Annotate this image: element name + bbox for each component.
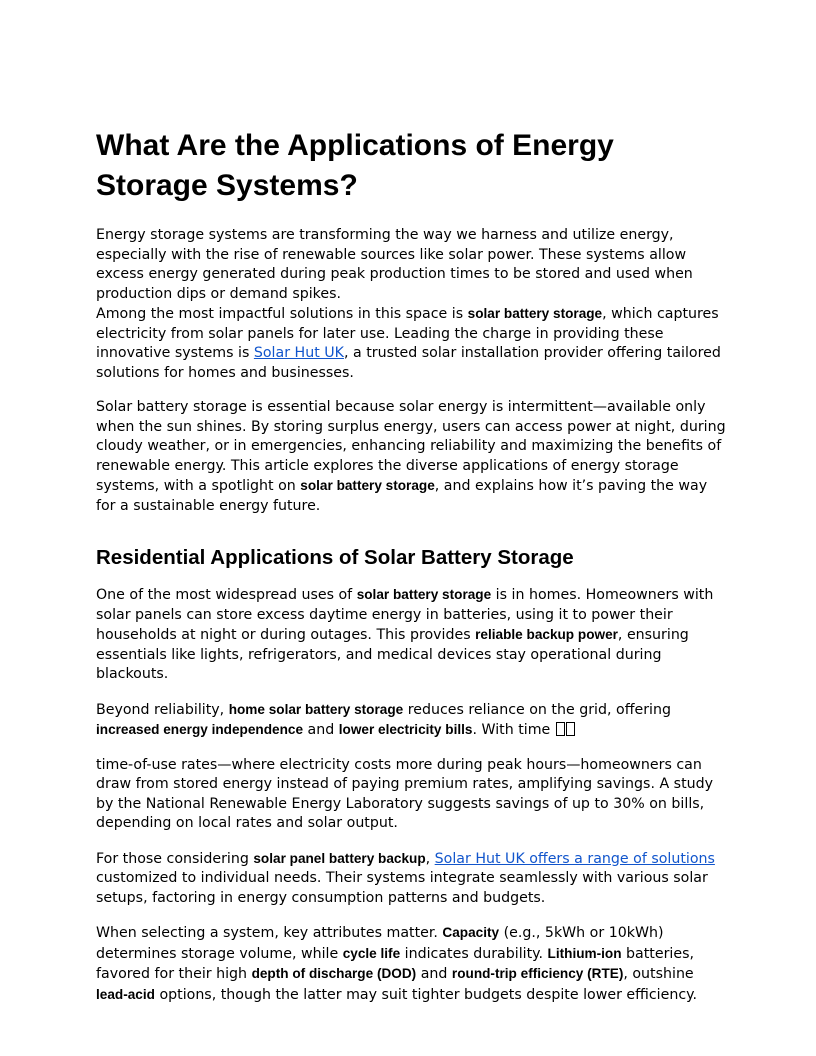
section-heading-residential: Residential Applications of Solar Battery Storage (96, 546, 574, 569)
bold-term: solar battery storage (356, 587, 492, 602)
bold-term: depth of discharge (DOD) (251, 966, 417, 981)
missing-glyph-icon (556, 722, 565, 736)
residential-paragraph-5: When selecting a system, key attributes matter. Capacity (e.g., 5kWh or 10kWh) determines storage volume, while cycle life indicates durability. Lithium-ion batteries, favored for their high depth of discharge (DOD) and round-trip efficiency (RTE), outshine lead-acid options, though the latter may suit tighter budgets despite lower efficiency. (96, 925, 697, 1003)
solar-hut-solutions-link[interactable]: Solar Hut UK offers a range of solutions (434, 850, 715, 867)
bold-term: solar panel battery backup (253, 850, 426, 866)
solar-hut-uk-link[interactable]: Solar Hut UK (253, 345, 344, 361)
article-title: What Are the Applications of Energy Storage Systems? (96, 129, 614, 202)
residential-paragraph-1: One of the most widespread uses of solar battery storage is in homes. Homeowners with solar panels can store excess daytime energy in batteries, using it to power their households at night or during outages. This provides reliable backup power, ensuring essentials like lights, refrigerators, and medical devices stay operational during blackouts. (96, 587, 714, 682)
residential-paragraph-4: For those considering solar panel battery backup, Solar Hut UK offers a range of solutions customized to individual needs. Their systems integrate seamlessly with various solar setups, factoring in energy consumption patterns and budgets. (96, 850, 715, 906)
intro-paragraph-3: Solar battery storage is essential because solar energy is intermittent—available only when the sun shines. By storing surplus energy, users can access power at night, during cloudy weather, or in emergencies, enhancing reliability and maximizing the benefits of renewable energy. This article explores the diverse applications of energy storage systems, with a spotlight on solar battery storage, and explains how it’s paving the way for a sustainable energy future. (96, 399, 726, 514)
residential-paragraph-3: time-of-use rates—where electricity costs more during peak hours—homeowners can draw from stored energy instead of paying premium rates, amplifying savings. A study by the National Renewable Energy Laboratory suggests savings of up to 30% on bills, depending on local rates and solar output. (96, 756, 714, 831)
bold-term: solar battery storage (467, 306, 603, 321)
bold-term: cycle life (342, 945, 401, 961)
bold-term: home solar battery storage (228, 701, 404, 717)
bold-term: lead-acid (96, 986, 155, 1002)
bold-term: round-trip efficiency (RTE) (451, 966, 624, 981)
bold-term: increased energy independence (96, 722, 304, 737)
bold-term: Lithium-ion (547, 945, 622, 961)
missing-glyph-icon (566, 722, 575, 736)
bold-term: reliable backup power (475, 627, 618, 642)
bold-term: Capacity (442, 925, 500, 940)
bold-term: solar battery storage (300, 478, 435, 493)
article-body (96, 126, 726, 1020)
intro-paragraph-2: Among the most impactful solutions in this space is solar battery storage, which captures electricity from solar panels for later use. Leading the charge in providing these innovative systems is Solar Hut UK, a trusted solar installation provider offering tailored solutions for homes and businesses. (96, 306, 721, 381)
residential-paragraph-2: Beyond reliability, home solar battery storage reduces reliance on the grid, offering increased energy independence and lower electricity bills. With time (96, 701, 671, 738)
intro-paragraph-1: Energy storage systems are transforming the way we harness and utilize energy, especially with the rise of renewable sources like solar power. These systems allow excess energy generated during peak production times to be stored and used when production dips or demand spikes. (96, 227, 693, 302)
bold-term: lower electricity bills (338, 722, 473, 737)
